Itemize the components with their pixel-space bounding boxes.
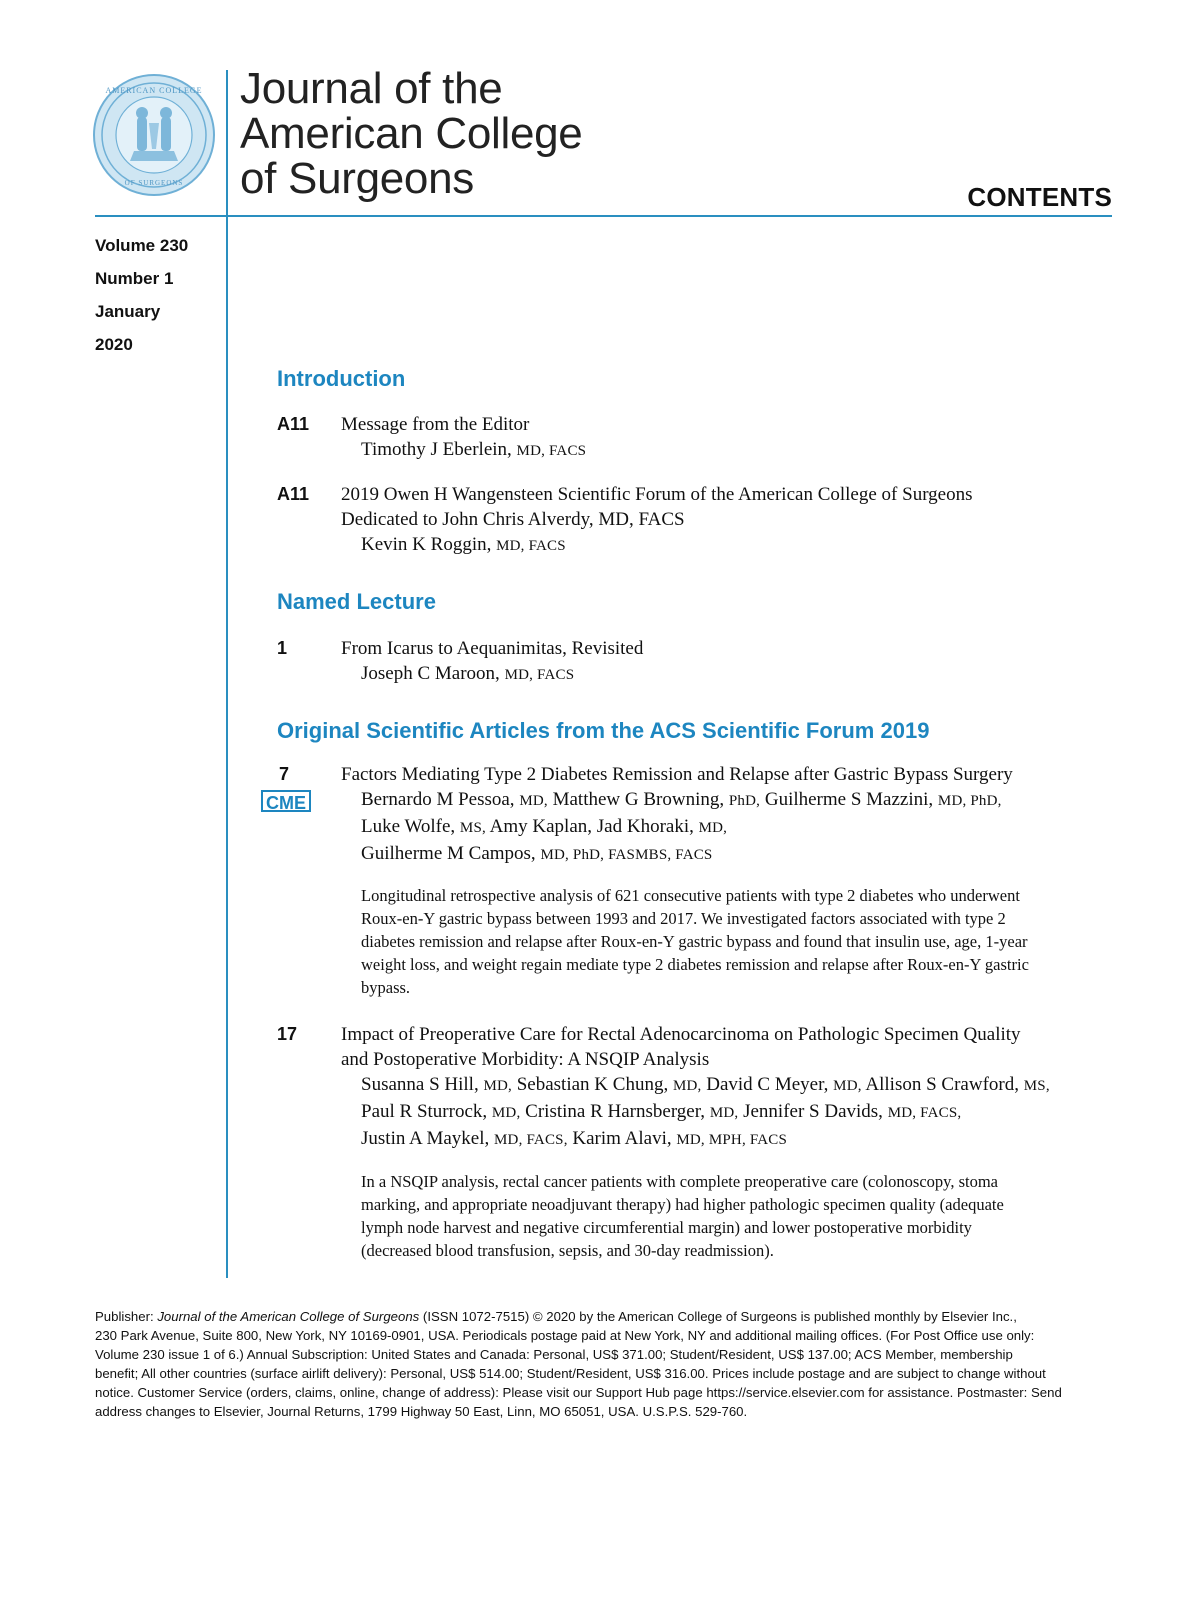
journal-title-line-3: of Surgeons	[240, 154, 474, 203]
footer-line	[95, 1307, 1112, 1326]
footer-line: 230 Park Avenue, Suite 800, New York, NY 10169-0901, USA. Periodicals postage paid at New York, NY and additional mailing offices. (For Post Office use only:	[95, 1328, 1035, 1343]
author-name: Paul R Sturrock,	[361, 1101, 488, 1122]
author-degree: MD,	[672, 1078, 702, 1094]
article-title-link[interactable]	[341, 1022, 1101, 1072]
author-degree: MD, FACS	[516, 443, 587, 459]
author-degree: MD,	[698, 820, 728, 836]
author-name: Timothy J Eberlein,	[361, 439, 512, 460]
author-name: Guilherme M Campos,	[361, 843, 536, 864]
article-title-link[interactable]	[341, 482, 1101, 532]
author-degree: PhD,	[728, 793, 761, 809]
author-name: Kevin K Roggin,	[361, 534, 492, 555]
author-degree: MS,	[459, 820, 486, 836]
issue-month: January	[95, 302, 161, 321]
author-line	[361, 1099, 1121, 1126]
author-degree: MD, MPH, FACS	[676, 1132, 788, 1148]
author-degree: MD, FACS	[504, 667, 575, 683]
footer-text: (ISSN 1072-7515) © 2020 by the American College of Surgeons is published monthly by Elsevier Inc.,	[419, 1309, 1017, 1324]
abstract-line: lymph node harvest and negative circumferential margin) and lower postoperative morbidity	[361, 1218, 972, 1237]
contents-label: CONTENTS	[967, 182, 1112, 212]
abstract-line: In a NSQIP analysis, rectal cancer patients with complete preoperative care (colonoscopy, stoma	[361, 1172, 998, 1191]
author-name: Joseph C Maroon,	[361, 663, 500, 684]
svg-text:OF SURGEONS: OF SURGEONS	[124, 179, 184, 187]
svg-text:AMERICAN COLLEGE: AMERICAN COLLEGE	[105, 86, 203, 95]
publisher-footer	[95, 1307, 1112, 1421]
section-heading-introduction: Introduction	[277, 366, 406, 391]
author-line	[361, 841, 1121, 868]
abstract-line: diabetes remission and relapse after Roux-en-Y gastric bypass and found that insulin use, age, 1-year	[361, 932, 1028, 951]
author-name: Susanna S Hill,	[361, 1074, 479, 1095]
author-name: Jennifer S Davids,	[743, 1101, 883, 1122]
author-name: Karim Alavi,	[572, 1128, 672, 1149]
author-line	[361, 787, 1121, 814]
author-name: Jad Khoraki,	[596, 816, 694, 837]
journal-name-italic: Journal of the American College of Surgeons	[157, 1309, 420, 1324]
article-abstract	[361, 1170, 1101, 1262]
author-degree: MS,	[1023, 1078, 1050, 1094]
author-degree: MD,	[709, 1105, 739, 1121]
page-number: 17	[277, 1024, 298, 1044]
author-degree: MD, FACS	[496, 538, 566, 554]
author-name: Justin A Maykel,	[361, 1128, 490, 1149]
article-title-line: 2019 Owen H Wangensteen Scientific Forum of the American College of Surgeons	[341, 484, 973, 505]
author-degree: MD,	[833, 1078, 862, 1094]
article-authors	[361, 661, 1121, 688]
footer-line: address changes to Elsevier, Journal Returns, 1799 Highway 50 East, Linn, MO 65051, USA. U.S.P.S. 529-760.	[95, 1404, 748, 1419]
acs-seal-logo-icon	[92, 73, 216, 197]
author-line	[361, 1072, 1121, 1099]
author-name: Cristina R Harnsberger,	[525, 1101, 706, 1122]
article-abstract	[361, 884, 1101, 999]
article-authors	[361, 437, 1121, 464]
author-degree: MD, PhD, FASMBS, FACS	[540, 847, 713, 863]
author-degree: MD, FACS,	[494, 1132, 568, 1148]
issue-number: Number 1	[95, 269, 174, 288]
article-title-link[interactable]: Factors Mediating Type 2 Diabetes Remission and Relapse after Gastric Bypass Surgery	[341, 764, 1013, 785]
author-degree: MD,	[519, 793, 548, 809]
author-line	[361, 814, 1121, 841]
author-degree: MD,	[483, 1078, 512, 1094]
journal-title-line-2: American College	[240, 109, 583, 158]
section-heading-original-articles: Original Scientific Articles from the ACS Scientific Forum 2019	[277, 718, 930, 743]
author-line	[361, 1126, 1121, 1153]
journal-title-line-1: Journal of the	[240, 64, 503, 113]
page-number: A11	[277, 414, 310, 434]
article-title-line: Impact of Preoperative Care for Rectal Adenocarcinoma on Pathologic Specimen Quality	[341, 1024, 1021, 1045]
author-name: Allison S Crawford,	[865, 1074, 1019, 1095]
abstract-line: weight loss, and weight regain mediate type 2 diabetes remission and relapse after Roux-en-Y gastric	[361, 955, 1029, 974]
abstract-line: (decreased blood transfusion, sepsis, and 30-day readmission).	[361, 1241, 774, 1260]
author-name: Sebastian K Chung,	[516, 1074, 669, 1095]
article-authors	[361, 532, 1121, 559]
abstract-line: marking, and appropriate neoadjuvant therapy) had higher pathologic specimen quality (adequate	[361, 1195, 1004, 1214]
abstract-line: Roux-en-Y gastric bypass between 1993 and 2017. We investigated factors associated with type 2	[361, 909, 1006, 928]
page-number: 7	[279, 764, 290, 784]
footer-line: notice. Customer Service (orders, claims, online, change of address): Please visit our Support Hub page https://service.elsevier.com for assistance. Postmaster: Send	[95, 1385, 1062, 1400]
cme-badge[interactable]: CME	[261, 790, 311, 812]
footer-line: Volume 230 issue 1 of 6.) Annual Subscription: United States and Canada: Personal, US$ 371.00; Student/Resident, US$ 137.00; ACS Member, membership	[95, 1347, 1013, 1362]
masthead-horizontal-rule	[95, 215, 1112, 217]
issue-year: 2020	[95, 335, 133, 354]
article-authors	[361, 1072, 1121, 1153]
author-name: David C Meyer,	[706, 1074, 829, 1095]
publisher-label: Publisher:	[95, 1309, 158, 1324]
author-name: Luke Wolfe,	[361, 816, 456, 837]
article-title-line: and Postoperative Morbidity: A NSQIP Analysis	[341, 1049, 710, 1070]
author-degree: MD, FACS,	[887, 1105, 962, 1121]
article-authors	[361, 787, 1121, 868]
author-name: Bernardo M Pessoa,	[361, 789, 515, 810]
article-title-link[interactable]: From Icarus to Aequanimitas, Revisited	[341, 638, 644, 659]
masthead-vertical-rule	[226, 70, 228, 1278]
issue-volume: Volume 230	[95, 236, 189, 255]
author-name: Guilherme S Mazzini,	[764, 789, 934, 810]
author-name: Amy Kaplan,	[489, 816, 593, 837]
page-number: A11	[277, 484, 310, 504]
author-degree: MD, PhD,	[937, 793, 1002, 809]
author-degree: MD,	[491, 1105, 521, 1121]
abstract-line: bypass.	[361, 978, 411, 997]
footer-line: benefit; All other countries (surface airlift delivery): Personal, US$ 514.00; Student/Resident, US$ 316.00. Prices include postage and are subject to change without	[95, 1366, 1046, 1381]
article-title-link[interactable]: Message from the Editor	[341, 414, 530, 435]
abstract-line: Longitudinal retrospective analysis of 621 consecutive patients with type 2 diabetes who underwent	[361, 886, 1020, 905]
page-number: 1	[277, 638, 288, 658]
article-title-line: Dedicated to John Chris Alverdy, MD, FACS	[341, 509, 685, 530]
author-name: Matthew G Browning,	[552, 789, 725, 810]
section-heading-named-lecture: Named Lecture	[277, 589, 436, 614]
